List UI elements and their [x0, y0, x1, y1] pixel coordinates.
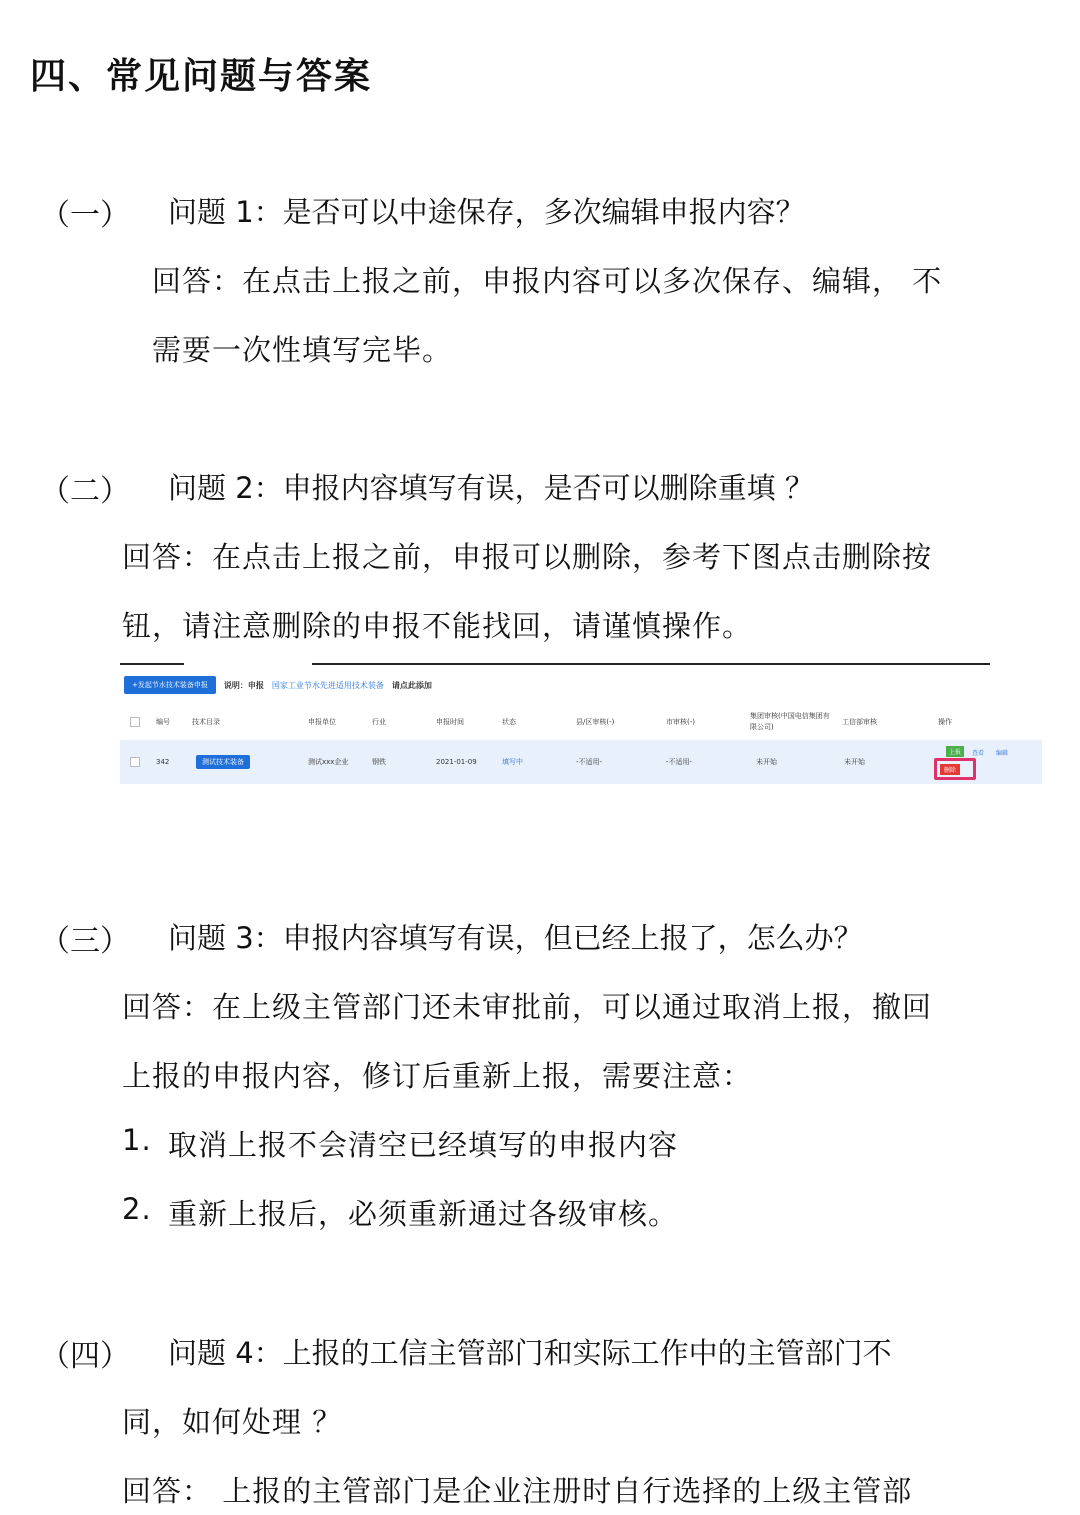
answer-3-line-2: 上报的申报内容，修订后重新上报，需要注意：: [122, 1059, 753, 1093]
question-3-text: 问题 3：申报内容填写有误，但已经上报了，怎么办？: [168, 921, 863, 955]
list-item-number: 2.: [122, 1192, 152, 1226]
report-button[interactable]: 上报: [946, 746, 964, 757]
note-tail: 请点此添加: [391, 680, 432, 690]
row-id: 342: [156, 758, 170, 766]
question-2-number: （二）: [40, 474, 130, 509]
list-item-number: 1.: [122, 1123, 152, 1157]
section-heading: 四、常见问题与答案: [30, 55, 373, 97]
header-miit: 工信部审核: [842, 718, 877, 726]
delete-highlight-box: [934, 758, 976, 780]
edit-link[interactable]: 编辑: [996, 750, 1009, 757]
list-item: 取消上报不会清空已经填写的申报内容: [168, 1128, 679, 1162]
row-catalog-tag[interactable]: 测试技术装备: [196, 755, 250, 769]
embedded-screenshot: [120, 660, 1042, 790]
row-county: -不适用-: [576, 758, 603, 766]
answer-3-line-1: 回答：在上级主管部门还未审批前，可以通过取消上报，撤回: [122, 990, 933, 1024]
answer-1-line-2: 需要一次性填写完毕。: [152, 333, 453, 367]
answer-4-line-1: 回答： 上报的主管部门是企业注册时自行选择的上级主管部: [122, 1474, 913, 1508]
toolbar: [124, 676, 432, 694]
question-2-text: 问题 2：申报内容填写有误，是否可以删除重填 ？: [168, 471, 814, 505]
row-status: 填写中: [502, 758, 523, 766]
question-1-number: （一）: [40, 198, 130, 233]
header-group: 集团审核(中国电信集团有限公司): [750, 712, 830, 731]
row-city: -不适用-: [666, 758, 693, 766]
answer-2-line-1: 回答：在点击上报之前，申报可以删除，参考下图点击删除按: [122, 540, 933, 574]
question-4-number: （四）: [40, 1339, 130, 1374]
row-unit: 测试xxx企业: [308, 758, 349, 766]
header-actions: 操作: [938, 718, 952, 726]
header-status: 状态: [502, 718, 516, 726]
row-industry: 钢铁: [372, 758, 386, 766]
list-item: 重新上报后，必须重新通过各级审核。: [168, 1197, 679, 1231]
select-all-checkbox[interactable]: [130, 717, 140, 727]
delete-button[interactable]: 删除: [940, 764, 960, 775]
row-group: 未开始: [756, 758, 777, 766]
header-date: 申报时间: [436, 718, 464, 726]
header-county: 县/区审核(-): [576, 718, 615, 726]
question-1-text: 问题 1：是否可以中途保存，多次编辑申报内容？: [168, 195, 805, 229]
view-link[interactable]: 查看: [972, 750, 985, 757]
answer-2-line-2: 钮，请注意删除的申报不能找回，请谨慎操作。: [122, 609, 753, 643]
note-link[interactable]: 国家工业节水先进适用技术装备: [271, 680, 384, 690]
question-4-text-cont: 同，如何处理 ？: [122, 1405, 343, 1439]
question-4-text: 问题 4：上报的工信主管部门和实际工作中的主管部门不: [168, 1336, 892, 1370]
table-row: [120, 740, 1042, 784]
table-header: [120, 704, 1042, 740]
header-industry: 行业: [372, 718, 386, 726]
note-label: 说明：申报: [223, 680, 264, 690]
header-city: 市审核(-): [666, 718, 695, 726]
row-miit: 未开始: [844, 758, 865, 766]
header-unit: 申报单位: [308, 718, 336, 726]
row-date: 2021-01-09: [436, 758, 477, 766]
divider: [312, 663, 990, 665]
row-checkbox[interactable]: [130, 757, 140, 767]
header-catalog: 技术目录: [192, 718, 220, 726]
header-id: 编号: [156, 718, 170, 726]
add-application-button[interactable]: +发起节水技术装备申报: [124, 676, 216, 694]
divider: [120, 663, 184, 665]
question-3-number: （三）: [40, 924, 130, 959]
answer-1-line-1: 回答：在点击上报之前，申报内容可以多次保存、编辑， 不: [152, 264, 943, 298]
